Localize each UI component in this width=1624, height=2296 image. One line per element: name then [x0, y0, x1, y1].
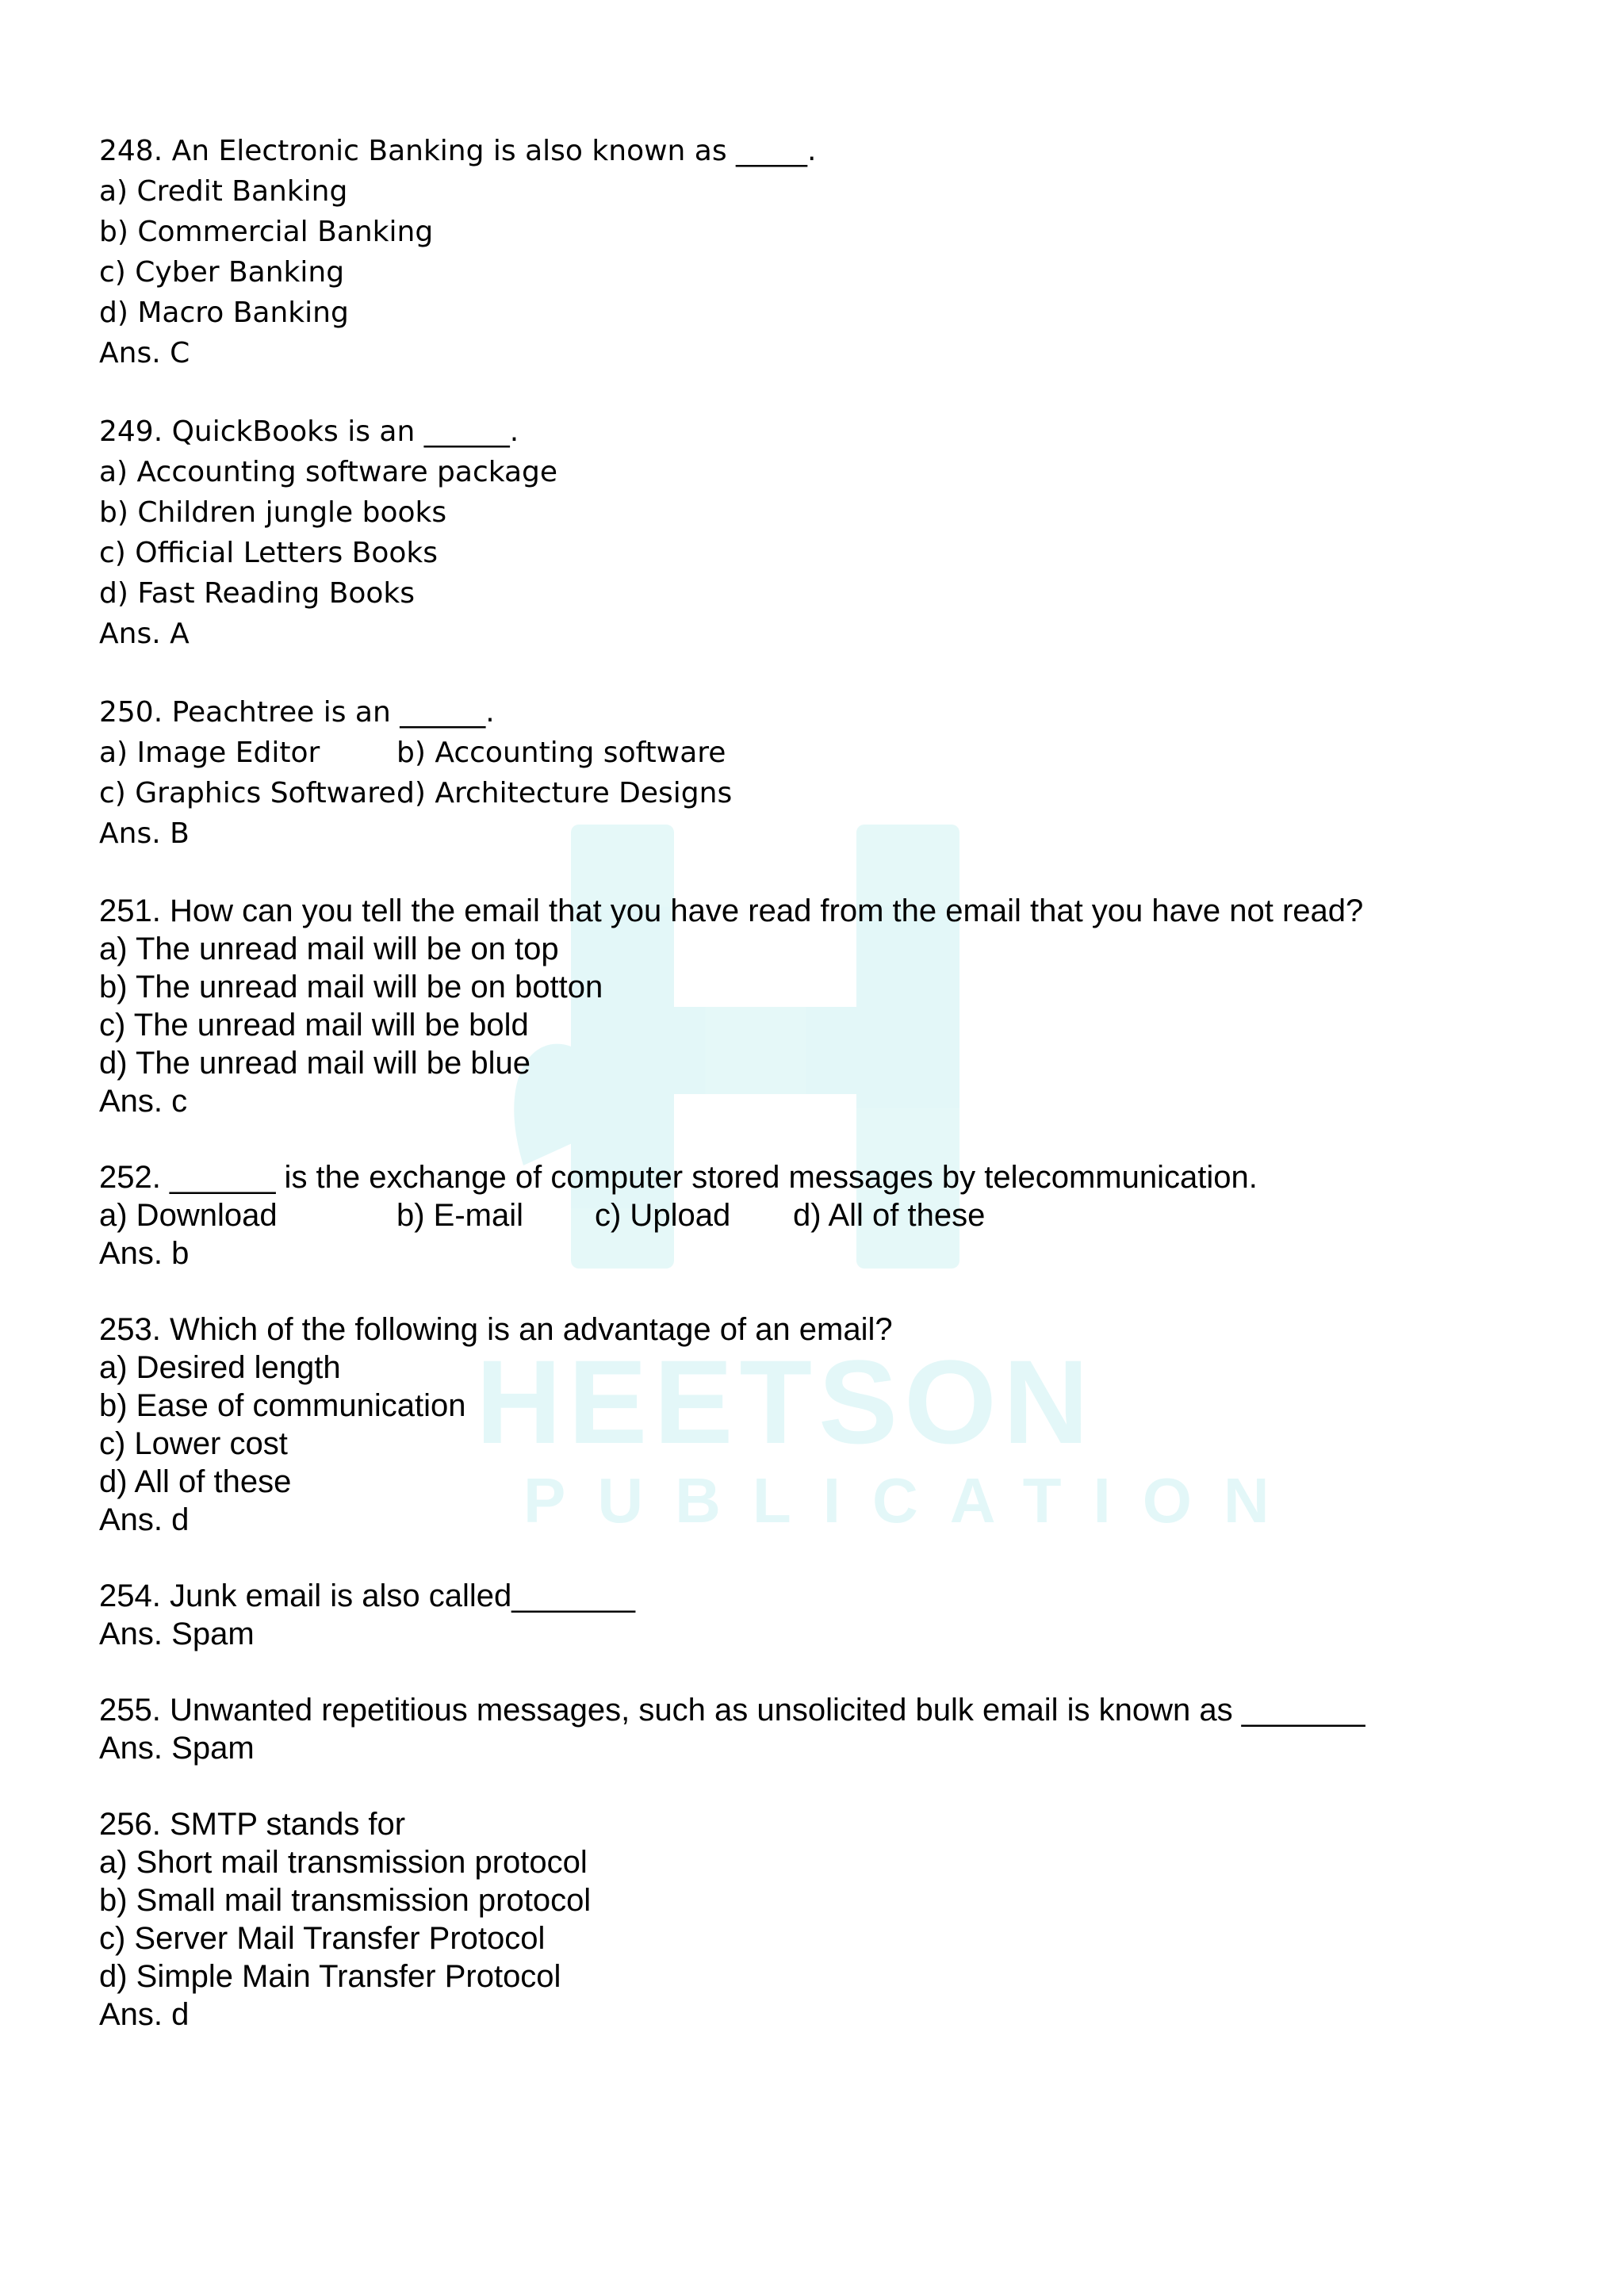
question-text: 256. SMTP stands for — [99, 1807, 406, 1842]
option-d: d) All of these — [99, 1464, 292, 1499]
question-text: 255. Unwanted repetitious messages, such as unsolicited bulk email is known as _______ — [99, 1693, 1365, 1728]
option-c: c) Graphics Software — [99, 777, 396, 809]
question-text: 253. Which of the following is an advantage of an email? — [99, 1312, 893, 1347]
option-b: b) Commercial Banking — [99, 216, 434, 248]
option-c: c) Lower cost — [99, 1426, 288, 1461]
answer: Ans. b — [99, 1236, 190, 1271]
svg-text:PUBLICATION: PUBLICATION — [523, 1465, 1301, 1536]
option-a: a) Desired length — [99, 1350, 341, 1385]
question-block-255 — [99, 1691, 1542, 1767]
question-block-251 — [99, 892, 1542, 1120]
question-list — [99, 131, 1542, 2072]
option-c: c) Official Letters Books — [99, 537, 439, 569]
answer: Ans. B — [99, 817, 190, 850]
question-text: 249. QuickBooks is an ______. — [99, 415, 519, 448]
option-c: c) The unread mail will be bold — [99, 1008, 529, 1043]
option-a: a) The unread mail will be on top — [99, 932, 559, 966]
option-b: b) E-mail — [396, 1198, 524, 1233]
question-text: 251. How can you tell the email that you have read from the email that you have not read? — [99, 894, 1364, 928]
option-b: b) Accounting software — [396, 737, 726, 769]
question-block-256 — [99, 1805, 1542, 2034]
option-d: d) The unread mail will be blue — [99, 1046, 531, 1081]
option-b: b) Small mail transmission protocol — [99, 1883, 592, 1918]
answer: Ans. d — [99, 1502, 190, 1537]
options-row-1 — [99, 733, 1542, 773]
option-d: d) All of these — [793, 1198, 986, 1233]
question-block-253 — [99, 1311, 1542, 1539]
question-block-248 — [99, 131, 1542, 373]
option-b: b) The unread mail will be on botton — [99, 970, 603, 1004]
option-c: c) Cyber Banking — [99, 256, 345, 289]
option-c: c) Server Mail Transfer Protocol — [99, 1921, 546, 1956]
option-b: b) Ease of communication — [99, 1388, 466, 1423]
options-row-2 — [99, 773, 1542, 813]
option-b: b) Children jungle books — [99, 496, 447, 529]
answer: Ans. c — [99, 1084, 188, 1119]
question-text: 252. ______ is the exchange of computer stored messages by telecommunication. — [99, 1160, 1258, 1195]
option-a: a) Credit Banking — [99, 175, 348, 208]
option-a: a) Download — [99, 1198, 278, 1233]
question-block-249 — [99, 411, 1542, 654]
option-a: a) Short mail transmission protocol — [99, 1845, 588, 1880]
question-block-250 — [99, 692, 1542, 854]
answer: Ans. C — [99, 337, 190, 369]
answer: Ans. d — [99, 1997, 190, 2032]
option-a: a) Image Editor — [99, 737, 320, 769]
question-block-252 — [99, 1158, 1542, 1272]
option-a: a) Accounting software package — [99, 456, 558, 488]
option-d: d) Fast Reading Books — [99, 577, 416, 610]
answer: Ans. Spam — [99, 1731, 255, 1766]
option-d: d) Macro Banking — [99, 297, 349, 329]
option-c: c) Upload — [595, 1198, 731, 1233]
svg-text:HEETSON: HEETSON — [476, 1335, 1096, 1468]
question-text: 248. An Electronic Banking is also known as _____. — [99, 135, 817, 167]
question-block-254 — [99, 1577, 1542, 1653]
option-d: d) Architecture Designs — [396, 777, 733, 809]
options-row — [99, 1196, 1542, 1234]
answer: Ans. A — [99, 618, 190, 650]
answer: Ans. Spam — [99, 1617, 255, 1651]
option-d: d) Simple Main Transfer Protocol — [99, 1959, 561, 1994]
question-text: 254. Junk email is also called_______ — [99, 1578, 635, 1613]
question-text: 250. Peachtree is an ______. — [99, 696, 495, 729]
